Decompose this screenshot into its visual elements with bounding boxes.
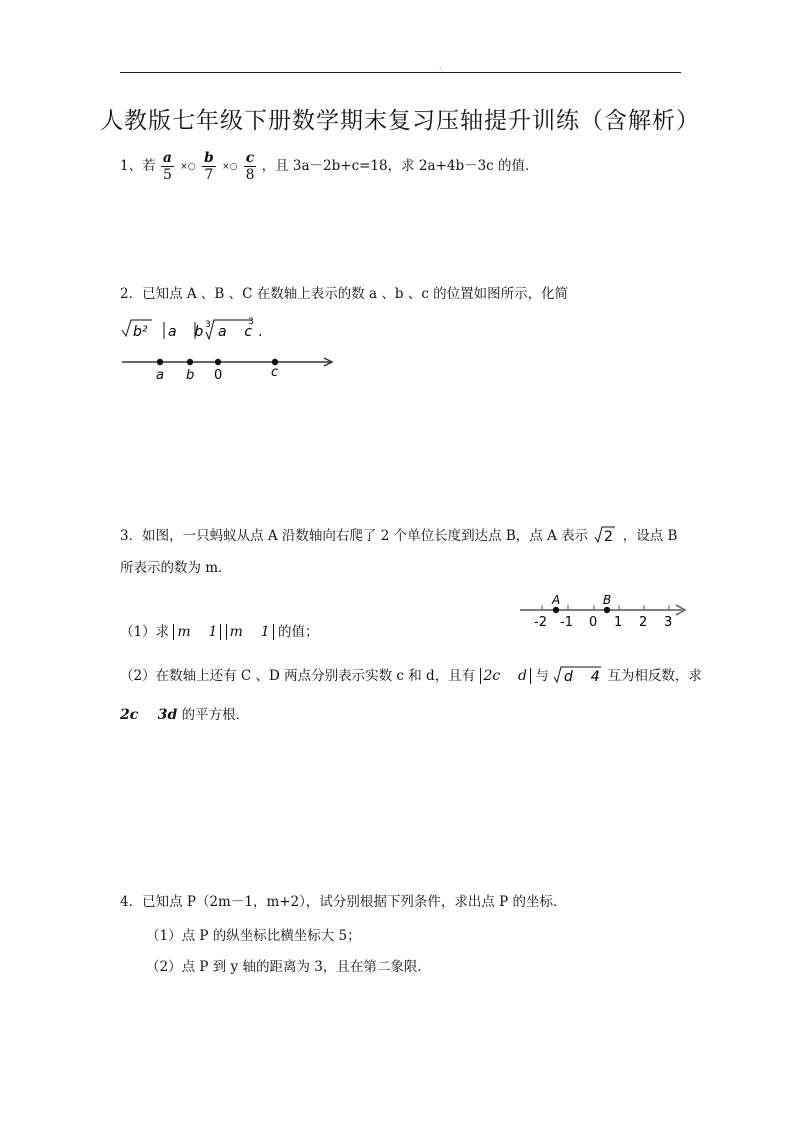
q3-tick-label: -2 xyxy=(534,615,547,630)
q2-point-a xyxy=(157,359,163,365)
q2-number-line xyxy=(118,350,340,382)
q3-p2-text: （2）在数轴上还有 C 、D 两点分别表示实数 c 和 d，且有 xyxy=(120,668,476,684)
q3-part2-line2 xyxy=(120,703,249,723)
q2-label-c: c xyxy=(271,365,279,380)
q1-f3-numerator: c xyxy=(245,150,255,166)
q1-separator-2: ×○ xyxy=(222,161,238,172)
q2-expression-end: . xyxy=(258,324,263,340)
q2-expression xyxy=(118,312,278,346)
q3-number-line xyxy=(516,590,692,630)
q3-p2-mid: 与 xyxy=(535,668,549,684)
q3-p2-line2-end: 的平方根． xyxy=(181,707,250,723)
header-dot: . xyxy=(439,62,442,71)
q1-condition: ，且 3a－2b+c=18，求 2a+4b－3c 的值． xyxy=(261,158,539,174)
q3-part1 xyxy=(120,620,318,640)
q2-label-zero: 0 xyxy=(214,368,223,382)
q3-tick-label: 2 xyxy=(639,615,648,630)
q3-p1-suffix: 的值； xyxy=(277,624,319,640)
q3-label-a: A xyxy=(552,593,561,607)
q3-p2-sqrt-term: d 4 xyxy=(564,669,600,685)
q3-tick-label: 3 xyxy=(664,615,673,630)
q3-line1-text: 3．如图，一只蚂蚁从点 A 沿数轴向右爬了 2 个单位长度到达点 B，点 A 表示 xyxy=(120,528,589,544)
q3-p2-abs: 2c d xyxy=(480,668,532,684)
q4-line1: 4．已知点 P（2m－1，m+2），试分别根据下列条件，求出点 P 的坐标． xyxy=(120,894,567,910)
q3-point-a xyxy=(553,607,559,613)
q2-label-b: b xyxy=(186,368,195,382)
q3-line2: 所表示的数为 m． xyxy=(120,560,232,576)
q2-cbrt-term: a c xyxy=(218,324,253,340)
q3-label-b: B xyxy=(603,593,612,607)
q3-p2-sqrt xyxy=(553,665,603,685)
q2-abs-term: a b xyxy=(168,324,204,340)
q3-p2-expr: 2c 3d xyxy=(120,707,178,723)
q3-tick-label: 0 xyxy=(589,615,598,630)
q3-p1-abs2: m 1 xyxy=(226,624,274,640)
q3-line1-end: ，设点 B xyxy=(622,528,678,544)
q3-p2-end: 互为相反数，求 xyxy=(607,668,702,684)
q3-tick-label: -1 xyxy=(560,615,573,630)
fraction-b7 xyxy=(202,150,216,183)
q2-point-zero xyxy=(215,359,221,365)
q1-f2-numerator: b xyxy=(203,150,214,166)
header-rule xyxy=(120,72,681,73)
q3-sqrt2-value: 2 xyxy=(604,529,614,545)
q4-part1: （1）点 P 的纵坐标比横坐标大 5； xyxy=(146,928,361,944)
q1-f1-denominator: 5 xyxy=(162,167,172,183)
q3-tick-label: 1 xyxy=(614,615,623,630)
fraction-a5 xyxy=(161,150,174,183)
q2-sqrt-term: b² xyxy=(133,324,148,340)
q2-point-b xyxy=(187,359,193,365)
fraction-c8 xyxy=(244,150,257,183)
q2-cbrt-index: 3 xyxy=(205,320,211,330)
q2-text: 2．已知点 A 、B 、C 在数轴上表示的数 a 、b 、c 的位置如图所示，化简 xyxy=(120,286,569,302)
q1-prefix: 1、若 xyxy=(120,158,156,174)
q4-part2: （2）点 P 到 y 轴的距离为 3，且在第二象限． xyxy=(146,959,431,975)
q1-f2-denominator: 7 xyxy=(204,167,214,183)
q1-f1-numerator: a xyxy=(162,150,172,166)
q2-cbrt-power: 3 xyxy=(248,317,254,327)
q3-point-b xyxy=(604,607,610,613)
q3-part2 xyxy=(120,664,702,685)
q1-separator: ×○ xyxy=(180,161,196,172)
q3-sqrt2 xyxy=(594,525,616,545)
q2-label-a: a xyxy=(156,368,164,382)
q3-line1 xyxy=(120,524,677,545)
question-1 xyxy=(120,148,539,185)
q3-p1-prefix: （1）求 xyxy=(120,624,170,640)
page-title: 人教版七年级下册数学期末复习压轴提升训练（含解析） xyxy=(100,108,700,134)
q3-p1-abs1: m 1 xyxy=(173,624,221,640)
q1-f3-denominator: 8 xyxy=(245,167,255,183)
